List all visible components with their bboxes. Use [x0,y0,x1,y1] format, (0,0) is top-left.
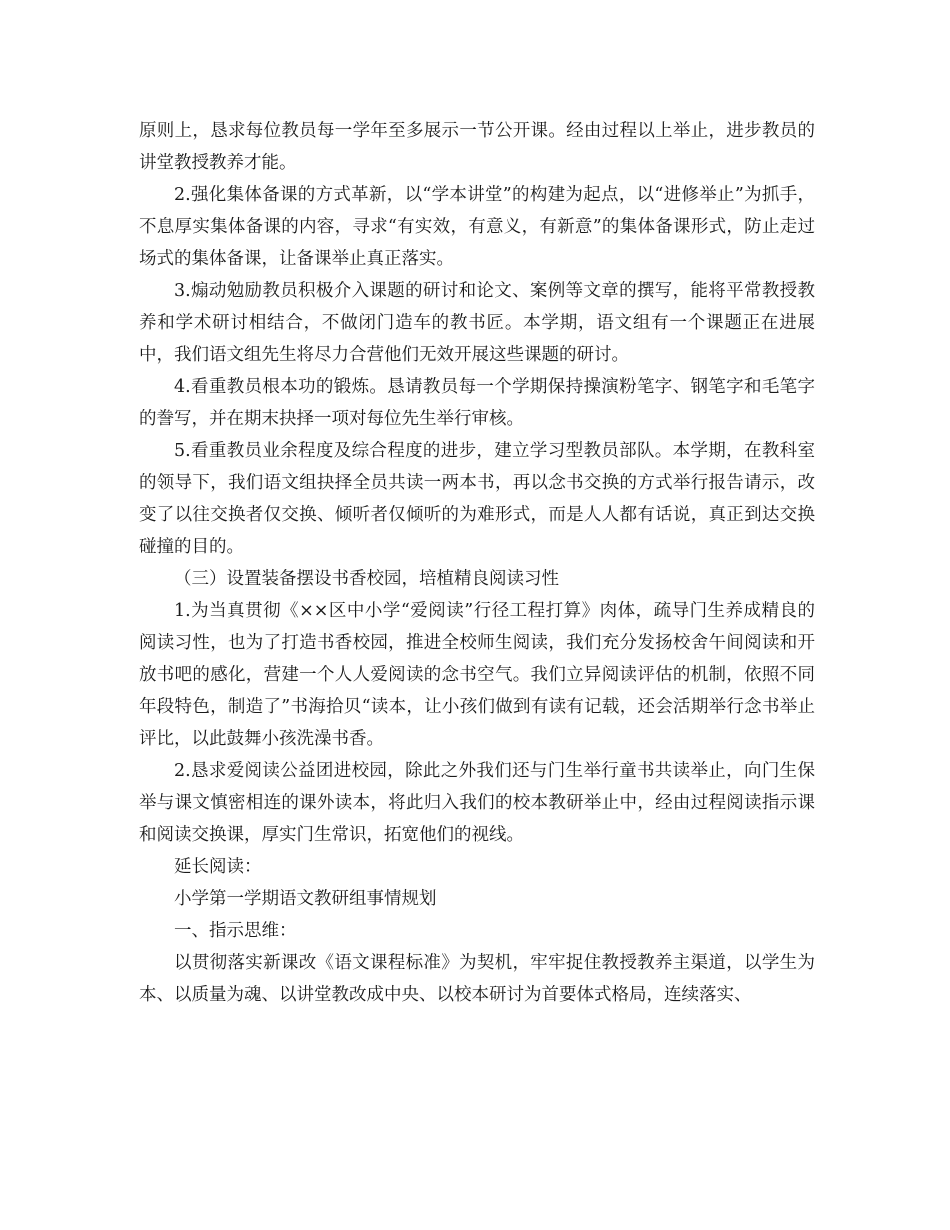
plan-title: 小学第一学期语文教研组事情规划 [174,889,437,909]
paragraph-11: 以贯彻落实新课改《语文课程标准》为契机，牢牢捉住教授教养主渠道，以学生为本、以质量为魂、以讲堂教改成中央、以校本研讨为首要体式格局，连续落实、 [139,953,815,1005]
section-heading: （三）设置装备摆设书香校园，培植精良阅读习性 [174,569,559,589]
paragraph-7: 2.恳求爱阅读公益团进校园，除此之外我们还与门生举行童书共读举止，向门生保举与课文慎密相连的课外读本，将此归入我们的校本教研举止中，经由过程阅读指示课和阅读交换课，厚实门生常识，拓宽他们的视线。 [139,761,815,845]
document-body [139,115,815,1011]
paragraph-0: 原则上，恳求每位教员每一学年至多展示一节公开课。经由过程以上举止，进步教员的讲堂教授教养才能。 [139,121,815,173]
paragraph-3: 4.看重教员根本功的锻炼。恳请教员每一个学期保持操演粉笔字、钢笔字和毛笔字的誊写，并在期末抉择一项对每位先生举行审核。 [139,377,815,429]
paragraph-2: 3.煽动勉励教员积极介入课题的研讨和论文、案例等文章的撰写，能将平常教授教养和学术研讨相结合，不做闭门造车的教书匠。本学期，语文组有一个课题正在进展中，我们语文组先生将尽力合营他们无效开展这些课题的研讨。 [139,281,815,365]
guiding-thought-heading: 一、指示思维： [174,921,297,941]
paragraph-6: 1.为当真贯彻《××区中小学“爱阅读”行径工程打算》肉体，疏导门生养成精良的阅读习性，也为了打造书香校园，推进全校师生阅读，我们充分发扬校舍午间阅读和开放书吧的感化，营建一个人人爱阅读的念书空气。我们立异阅读评估的机制，依照不同年段特色，制造了”书海拾贝“读本，让小孩们做到有读有记载，还会活期举行念书举止评比，以此鼓舞小孩洗澡书香。 [139,601,815,749]
paragraph-1: 2.强化集体备课的方式革新，以“学本讲堂”的构建为起点，以“进修举止”为抓手，不息厚实集体备课的内容，寻求“有实效，有意义，有新意”的集体备课形式，防止走过场式的集体备课，让备课举止真正落实。 [139,185,815,269]
paragraph-4: 5.看重教员业余程度及综合程度的进步，建立学习型教员部队。本学期，在教科室的领导下，我们语文组抉择全员共读一两本书，再以念书交换的方式举行报告请示，改变了以往交换者仅交换、倾听者仅倾听的为难形式，而是人人都有话说，真正到达交换碰撞的目的。 [139,441,815,557]
extended-reading-label: 延长阅读： [174,857,262,877]
